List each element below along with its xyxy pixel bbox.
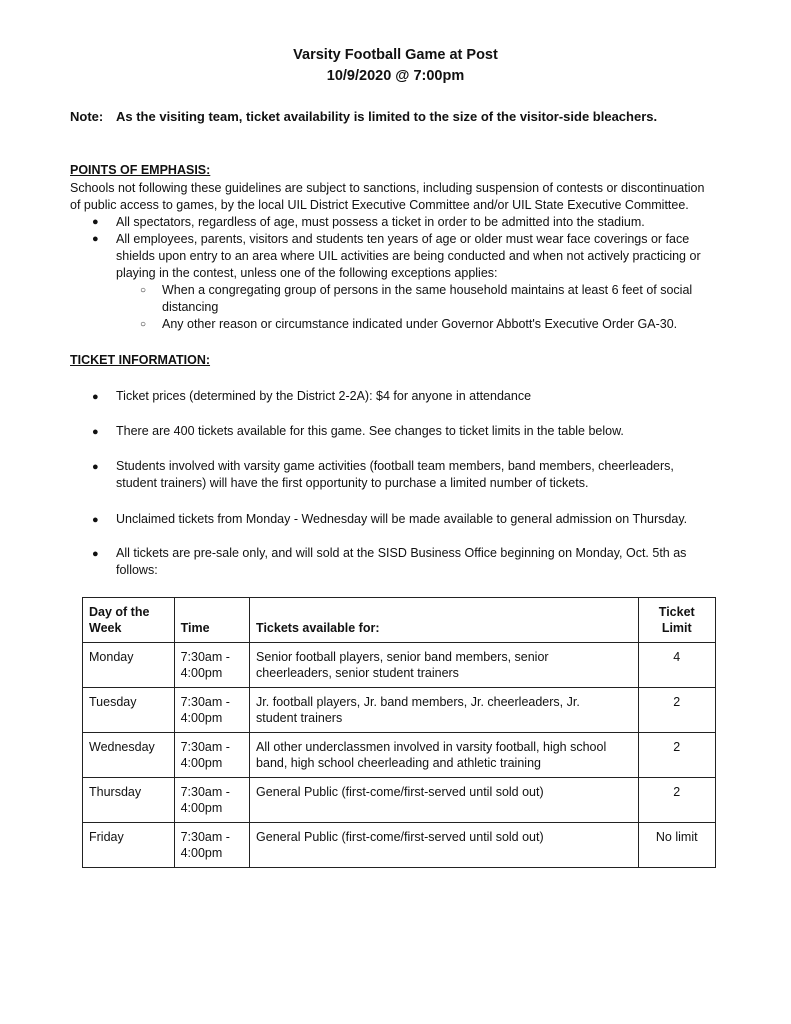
- for-line: All other underclassmen involved in varsity football, high school: [256, 740, 607, 754]
- for-line: Jr. football players, Jr. band members, Jr. cheerleaders, Jr.: [256, 695, 580, 709]
- time-line: 4:00pm: [180, 666, 223, 680]
- emphasis-intro: [70, 180, 730, 214]
- bullet-line: student trainers) will have the first opportunity to purchase a limited number of tickets.: [116, 476, 589, 490]
- col-header-day: [83, 598, 175, 643]
- time-line: 7:30am -: [180, 695, 230, 709]
- for-line: student trainers: [256, 711, 343, 725]
- bullet-icon: ●: [92, 426, 99, 438]
- bullet-icon: ●: [92, 216, 99, 228]
- sub-bullet-icon: ○: [140, 285, 147, 296]
- bullet-icon: ●: [92, 233, 99, 245]
- cell-time: [174, 733, 249, 778]
- cell-time: [174, 823, 249, 868]
- time-line: 4:00pm: [180, 801, 223, 815]
- cell-time: [174, 688, 249, 733]
- emphasis-bullet-face-coverings: [116, 231, 736, 282]
- intro-line: Schools not following these guidelines are subject to sanctions, including suspension of contests or discontinuation: [70, 181, 705, 195]
- visitor-note: [70, 109, 750, 124]
- time-line: 7:30am -: [180, 785, 230, 799]
- tickets-available: There are 400 tickets available for this game. See changes to ticket limits in the table below.: [116, 424, 624, 438]
- cell-day: Monday: [83, 643, 175, 688]
- bullet-line: playing in the contest, unless one of the following exceptions applies:: [116, 266, 498, 280]
- header-line: Week: [89, 621, 122, 635]
- cell-available-for: [250, 643, 638, 688]
- intro-line: of public access to games, by the local UIL District Executive Committee and/or UIL State Executive Committee.: [70, 198, 689, 212]
- table-row: [83, 823, 716, 868]
- exception-household: [162, 282, 742, 316]
- cell-available-for: [250, 733, 638, 778]
- for-line: Senior football players, senior band members, senior: [256, 650, 549, 664]
- bullet-line: All tickets are pre-sale only, and will sold at the SISD Business Office beginning on Monday, Oct. 5th as: [116, 546, 687, 560]
- cell-day: Tuesday: [83, 688, 175, 733]
- cell-limit: 2: [638, 778, 716, 823]
- time-line: 7:30am -: [180, 740, 230, 754]
- table-row: [83, 688, 716, 733]
- bullet-icon: ●: [92, 391, 99, 403]
- cell-limit: 2: [638, 688, 716, 733]
- table-row: [83, 643, 716, 688]
- cell-day: Wednesday: [83, 733, 175, 778]
- exception-executive-order: Any other reason or circumstance indicated under Governor Abbott's Executive Order GA-30.: [162, 317, 678, 331]
- col-header-available: Tickets available for:: [250, 598, 638, 643]
- emphasis-bullet-tickets: All spectators, regardless of age, must possess a ticket in order to be admitted into the stadium.: [116, 215, 645, 229]
- cell-time: [174, 778, 249, 823]
- col-header-limit: [638, 598, 716, 643]
- cell-day: Friday: [83, 823, 175, 868]
- time-line: 4:00pm: [180, 846, 223, 860]
- time-line: 7:30am -: [180, 830, 230, 844]
- for-line: General Public (first-come/first-served until sold out): [256, 830, 544, 844]
- for-line: cheerleaders, senior student trainers: [256, 666, 459, 680]
- cell-time: [174, 643, 249, 688]
- sub-bullet-line: When a congregating group of persons in the same household maintains at least 6 feet of social: [162, 283, 693, 297]
- cell-available-for: [250, 823, 638, 868]
- table-header-row: [83, 598, 716, 643]
- ticket-schedule-table: [82, 597, 716, 868]
- time-line: 7:30am -: [180, 650, 230, 664]
- note-text: As the visiting team, ticket availability is limited to the size of the visitor-side bleachers.: [116, 109, 658, 124]
- cell-available-for: [250, 688, 638, 733]
- cell-day: Thursday: [83, 778, 175, 823]
- document-date: 10/9/2020 @ 7:00pm: [326, 68, 465, 84]
- header-line: Day of the: [89, 605, 150, 619]
- note-label: Note:: [70, 109, 104, 124]
- col-header-time: Time: [174, 598, 249, 643]
- cell-limit: 4: [638, 643, 716, 688]
- unclaimed-tickets: Unclaimed tickets from Monday - Wednesday will be made available to general admission on Thursday.: [116, 512, 688, 526]
- ticket-information-heading: TICKET INFORMATION:: [70, 353, 211, 367]
- presale-info: [116, 545, 736, 579]
- bullet-icon: ●: [92, 514, 99, 526]
- time-line: 4:00pm: [180, 711, 223, 725]
- header-line: Ticket: [658, 605, 695, 619]
- cell-limit: 2: [638, 733, 716, 778]
- ticket-prices: Ticket prices (determined by the District 2-2A): $4 for anyone in attendance: [116, 389, 532, 403]
- bullet-icon: ●: [92, 548, 99, 560]
- header-line: Limit: [661, 621, 692, 635]
- bullet-line: shields upon entry to an area where UIL activities are being conducted and when not actively practicing or: [116, 249, 701, 263]
- cell-limit: No limit: [638, 823, 716, 868]
- document-title: Varsity Football Game at Post: [293, 47, 498, 63]
- time-line: 4:00pm: [180, 756, 223, 770]
- cell-available-for: [250, 778, 638, 823]
- bullet-line: Students involved with varsity game activities (football team members, band members, cheerleaders,: [116, 459, 674, 473]
- bullet-icon: ●: [92, 461, 99, 473]
- table-row: [83, 778, 716, 823]
- student-priority: [116, 458, 736, 492]
- bullet-line: follows:: [116, 563, 158, 577]
- sub-bullet-icon: ○: [140, 319, 147, 330]
- table-row: [83, 733, 716, 778]
- sub-bullet-line: distancing: [162, 300, 219, 314]
- points-of-emphasis-heading: POINTS OF EMPHASIS:: [70, 163, 211, 177]
- bullet-line: All employees, parents, visitors and students ten years of age or older must wear face coverings or face: [116, 232, 690, 246]
- for-line: band, high school cheerleading and athletic training: [256, 756, 541, 770]
- for-line: General Public (first-come/first-served until sold out): [256, 785, 544, 799]
